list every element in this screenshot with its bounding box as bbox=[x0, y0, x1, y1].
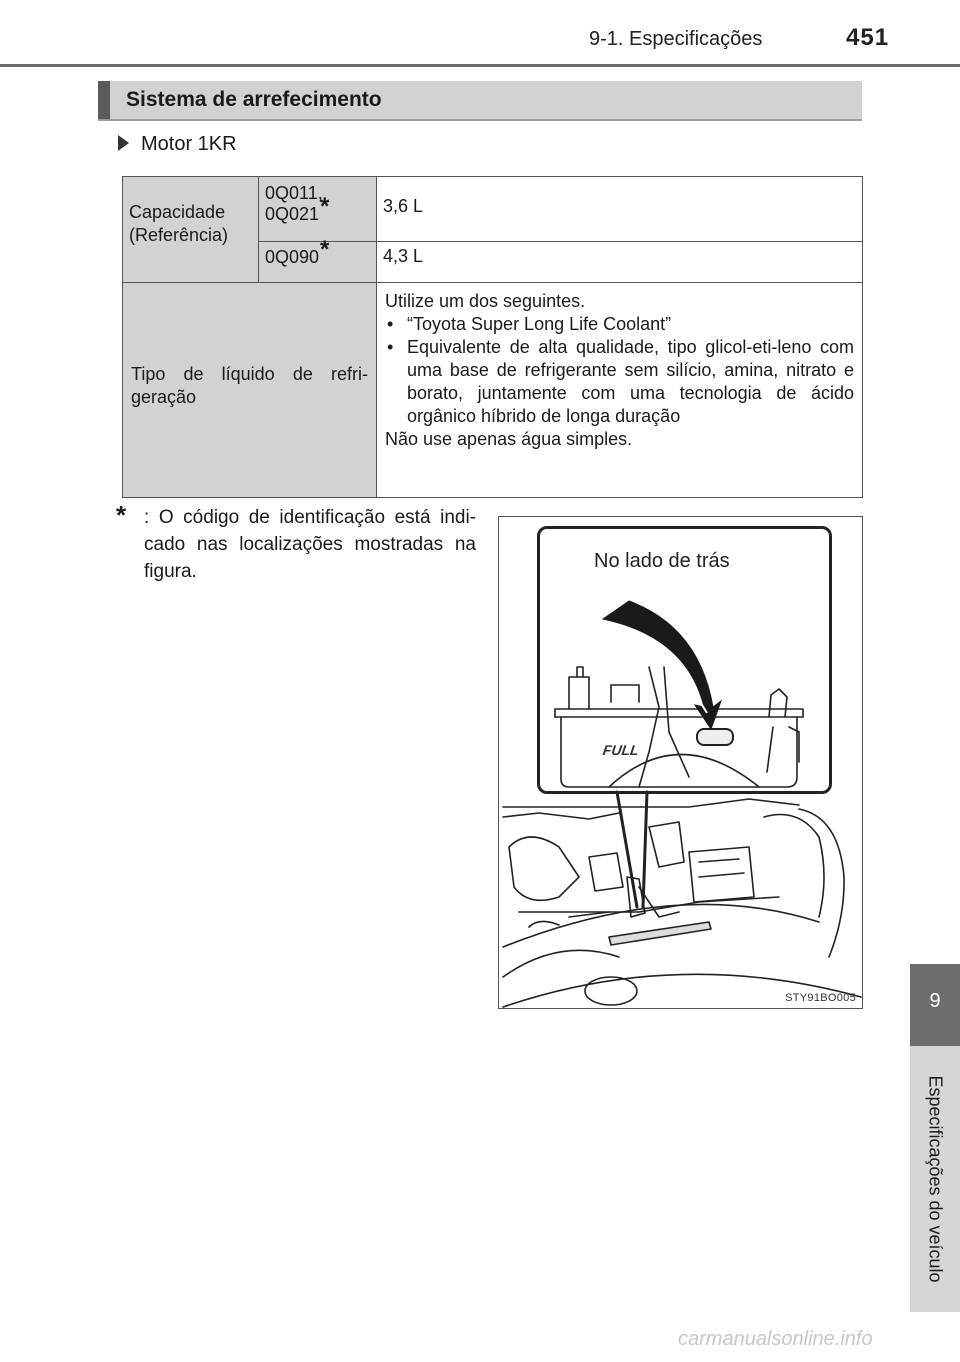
full-marking: FULL bbox=[601, 742, 640, 758]
footnote-text: : O código de identificação está indi-cado nas localizações mostradas na figura. bbox=[144, 507, 476, 582]
callout-label: No lado de trás bbox=[594, 550, 730, 572]
capacity-value-cell bbox=[377, 242, 863, 283]
coolant-spec-table bbox=[122, 176, 863, 498]
header-rule bbox=[0, 64, 960, 67]
triangle-bullet-icon bbox=[118, 135, 129, 151]
footnote bbox=[116, 500, 476, 585]
coolant-intro: Utilize um dos seguintes. bbox=[385, 291, 586, 311]
footnote-asterisk: * bbox=[116, 500, 127, 530]
chapter-title-tab bbox=[910, 1046, 960, 1312]
asterisk-marker: * bbox=[320, 236, 330, 263]
chapter-number: 9 bbox=[929, 990, 941, 1012]
chapter-tab bbox=[910, 964, 960, 1046]
header-section-title: 9-1. Especificações bbox=[589, 28, 763, 50]
capacity-label: Capacidade (Referência) bbox=[129, 202, 229, 245]
capacity-value: 4,3 L bbox=[383, 246, 424, 266]
code-cell bbox=[259, 177, 377, 242]
capacity-value: 3,6 L bbox=[383, 196, 424, 216]
chapter-title: Especificações do veículo bbox=[925, 1075, 946, 1283]
section-heading-bar bbox=[98, 81, 862, 119]
watermark: carmanualsonline.info bbox=[678, 1328, 873, 1350]
coolant-type-header-cell bbox=[123, 283, 377, 498]
coolant-warning: Não use apenas água simples. bbox=[385, 429, 633, 449]
code-line: 0Q090 bbox=[265, 247, 320, 267]
section-title: Sistema de arrefecimento bbox=[126, 88, 382, 111]
asterisk-marker: * bbox=[320, 193, 330, 220]
table-row bbox=[123, 177, 863, 242]
coolant-option: • Equivalente de alta qualidade, tipo glicol-eti-leno com uma base de refrigerante sem silício, amina, nitrato e borato, juntamente com uma tecnologia de ácido orgânico híbrido de longa duração bbox=[385, 336, 854, 428]
capacity-value-cell bbox=[377, 177, 863, 242]
page-number: 451 bbox=[846, 24, 890, 51]
code-line: 0Q011, bbox=[265, 183, 323, 203]
table-row bbox=[123, 283, 863, 498]
figure-code: STY91BO005 bbox=[785, 992, 856, 1004]
code-line: 0Q021 bbox=[265, 204, 320, 224]
engine-bay-illustration bbox=[498, 516, 863, 1009]
capacity-header-cell bbox=[123, 177, 259, 283]
coolant-option: • “Toyota Super Long Life Coolant” bbox=[385, 313, 854, 336]
section-underline bbox=[98, 119, 862, 121]
coolant-type-value-cell bbox=[377, 283, 863, 498]
motor-label bbox=[118, 133, 237, 156]
coolant-type-label: Tipo de líquido de refri-geração bbox=[131, 364, 368, 407]
motor-label-text: Motor 1KR bbox=[141, 133, 237, 155]
code-cell bbox=[259, 236, 377, 283]
